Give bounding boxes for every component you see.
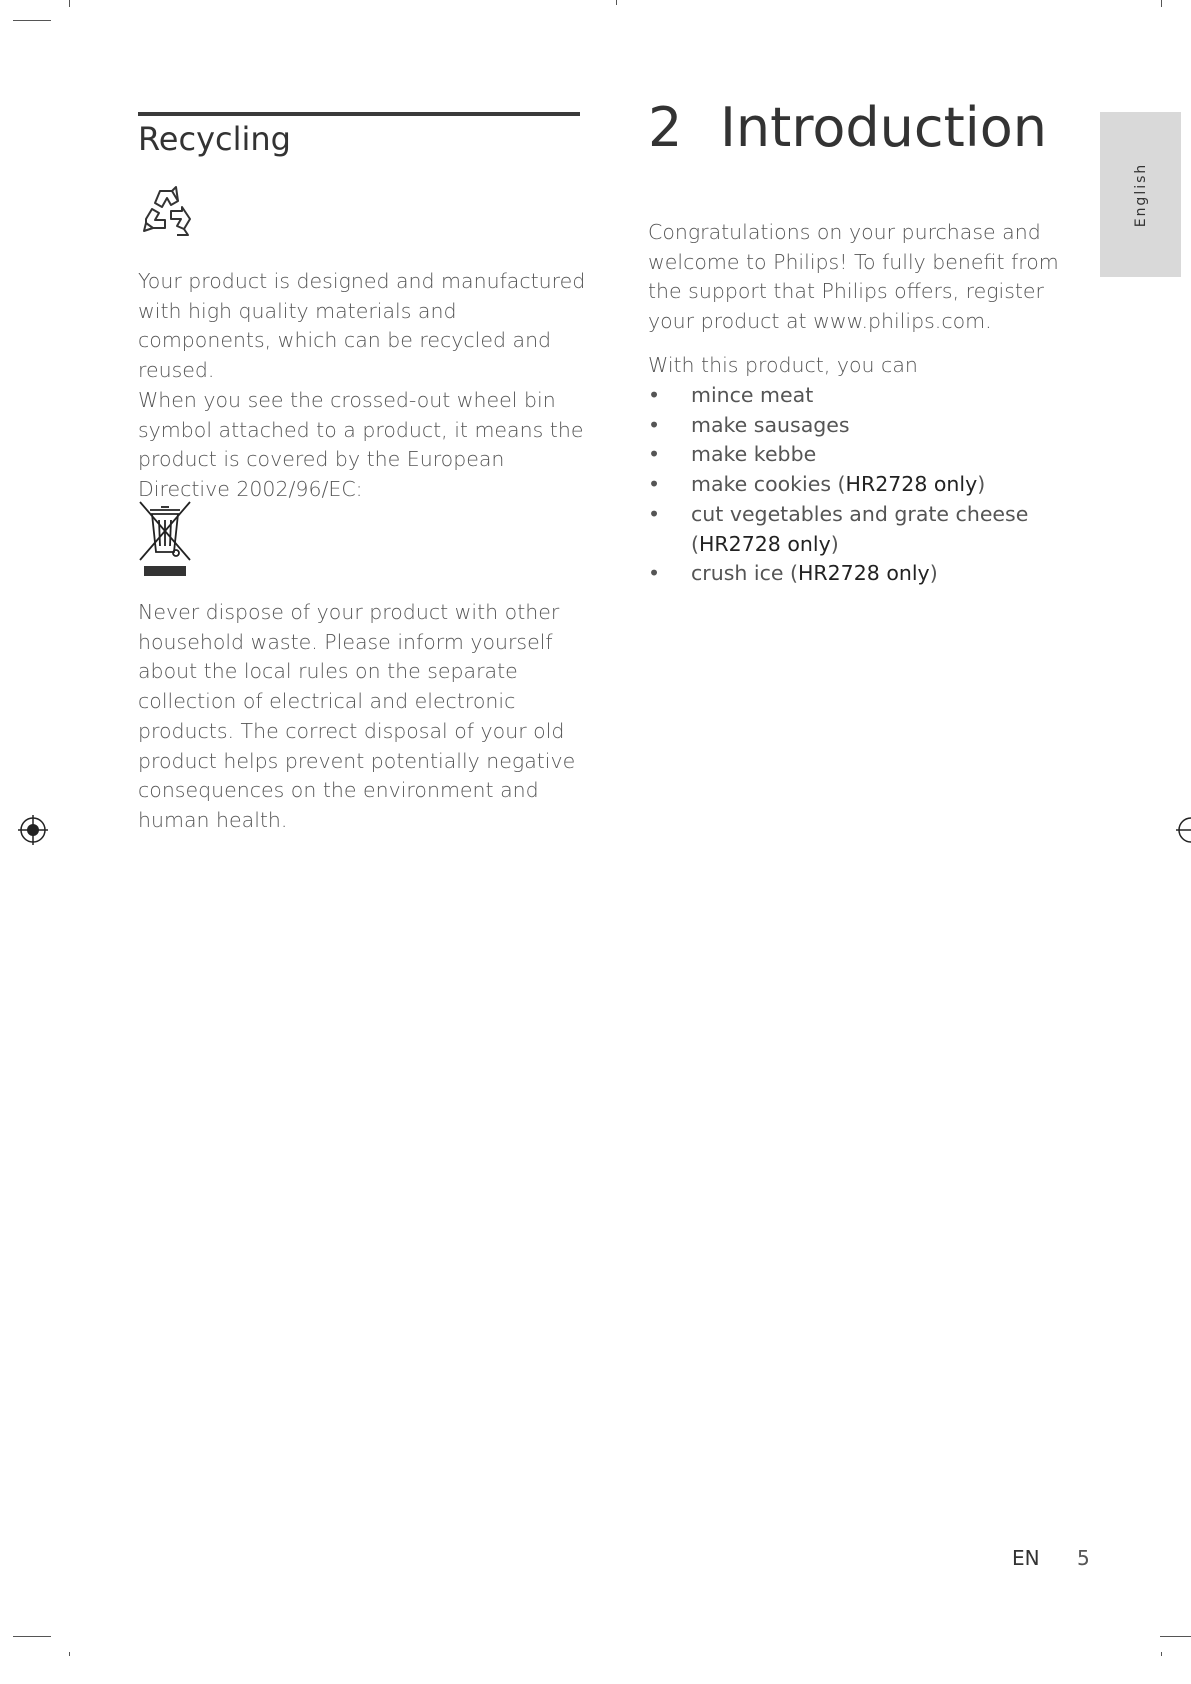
crop-mark bbox=[1160, 1636, 1191, 1637]
introduction-title: Introduction bbox=[720, 96, 1048, 159]
feature-text: make sausages bbox=[691, 412, 850, 437]
model-note: HR2728 only bbox=[797, 561, 930, 586]
crop-mark bbox=[13, 1636, 51, 1637]
registration-mark-icon bbox=[1176, 815, 1191, 845]
section-rule bbox=[138, 112, 580, 116]
list-item bbox=[648, 381, 1093, 411]
feature-text: make kebbe bbox=[691, 442, 817, 467]
feature-text: make cookies bbox=[691, 472, 832, 497]
recycling-heading: Recycling bbox=[138, 120, 291, 158]
bullet: • bbox=[648, 412, 661, 437]
bullet: • bbox=[648, 383, 661, 407]
bullet: • bbox=[648, 561, 661, 586]
bullet: • bbox=[648, 442, 661, 467]
section-number: 2 bbox=[648, 96, 683, 159]
introduction-heading bbox=[648, 96, 1047, 161]
crop-mark bbox=[1161, 0, 1162, 7]
registration-mark-icon bbox=[18, 815, 48, 845]
list-item: • cut vegetables and grate cheese (HR2728 only) bbox=[648, 501, 1029, 556]
features-intro: With this product, you can bbox=[648, 353, 918, 377]
feature-text: cut vegetables and grate cheese bbox=[691, 501, 1029, 526]
features-list bbox=[648, 381, 1093, 589]
crop-mark bbox=[69, 1652, 70, 1656]
recycling-paragraph-text: Your product is designed and manufactured with high quality materials and components, which can be recycled and reused. bbox=[138, 269, 586, 383]
crop-mark bbox=[616, 0, 617, 5]
recycle-icon bbox=[138, 183, 200, 245]
footer-language: EN bbox=[1012, 1546, 1040, 1570]
bullet: • bbox=[648, 501, 661, 526]
list-item bbox=[648, 411, 1093, 441]
crop-mark bbox=[69, 0, 70, 7]
welcome-paragraph: Congratulations on your purchase and welcome to Philips! To fully benefit from the support that Philips offers, register your product at www.philips.com. bbox=[648, 220, 1059, 334]
list-item: • crush ice (HR2728 only) bbox=[648, 559, 1093, 589]
recycling-paragraph bbox=[138, 267, 588, 505]
bullet: • bbox=[648, 472, 661, 497]
model-note: HR2728 only bbox=[699, 531, 831, 556]
crossed-out-wheelie-bin-icon bbox=[138, 500, 192, 578]
feature-text: mince meat bbox=[691, 383, 814, 407]
model-note: HR2728 only bbox=[845, 472, 978, 497]
language-tab-label: English bbox=[1132, 162, 1149, 227]
crop-mark bbox=[1161, 1652, 1162, 1656]
list-item: • make cookies (HR2728 only) bbox=[648, 470, 1093, 500]
directive-paragraph-text: When you see the crossed-out wheel bin symbol attached to a product, it means the product is covered by the European Directive 2002/96/EC: bbox=[138, 387, 584, 501]
page-number: 5 bbox=[1077, 1546, 1090, 1570]
crop-mark bbox=[13, 20, 51, 21]
language-tab bbox=[1100, 112, 1181, 277]
feature-text: crush ice bbox=[691, 561, 784, 586]
disposal-paragraph: Never dispose of your product with other household waste. Please inform yourself about the local rules on the separate collection of electrical and electronic products. The correct disposal of your old product helps prevent potentially negative consequences on the environment and human health. bbox=[138, 600, 576, 832]
list-item bbox=[648, 440, 1093, 470]
